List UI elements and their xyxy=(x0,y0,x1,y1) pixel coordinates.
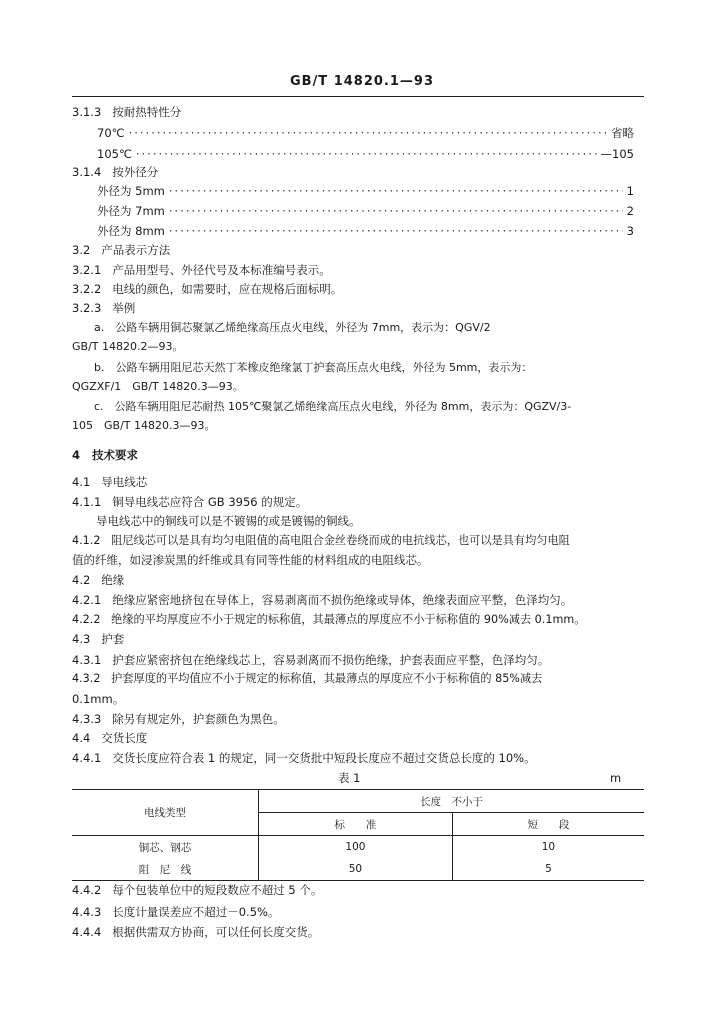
section-4-4-2 xyxy=(72,882,322,898)
leader-70c xyxy=(97,125,634,141)
section-text: 除另有规定外，护套颜色为黑色。 xyxy=(112,712,285,726)
section-number: 4.4.2 xyxy=(72,883,102,897)
section-number: 3.1.4 xyxy=(72,165,102,179)
section-text: 阻尼线芯可以是具有均匀电阻值的高电阻合金丝卷绕而成的电抗线芯，也可以是具有均匀电阻 xyxy=(111,534,570,547)
leader-label: 外径为 5mm xyxy=(97,184,165,198)
section-3-2-1 xyxy=(72,262,331,278)
section-3-1-3 xyxy=(72,104,181,120)
leader-dots xyxy=(169,183,623,199)
section-4-4-1 xyxy=(72,750,536,766)
table-cell-type: 阻 尼 线 xyxy=(72,858,259,881)
leader-5mm xyxy=(97,183,634,199)
section-4-3-1 xyxy=(72,652,549,668)
section-4-3-2 xyxy=(72,671,542,687)
example-a-line1: a. 公路车辆用铜芯聚氯乙烯绝缘高压点火电线，外径为 7mm，表示为：QGV/2 xyxy=(94,321,491,334)
leader-dots xyxy=(169,223,623,239)
example-c-line2: 105 GB/T 14820.3—93。 xyxy=(72,419,216,432)
table-header-std: 标 准 xyxy=(259,813,453,836)
section-3-2 xyxy=(72,242,170,258)
leader-value: 3 xyxy=(626,224,634,238)
table-cell-short: 10 xyxy=(541,841,556,853)
section-4-1 xyxy=(72,474,147,490)
section-number: 3.1.3 xyxy=(72,105,102,119)
table-cell-short: 5 xyxy=(545,863,552,875)
section-4-2-1 xyxy=(72,592,572,608)
section-number: 4.3 xyxy=(72,632,91,646)
section-number: 4.1.2 xyxy=(72,534,101,547)
table-cell-std: 50 xyxy=(259,858,453,881)
section-title: 绝缘 xyxy=(101,573,125,587)
section-text: 绝缘应紧密地挤包在导体上，容易剥离而不损伤绝缘或导体，绝缘表面应平整，色泽均匀。 xyxy=(112,593,573,607)
section-title: 护套 xyxy=(101,632,125,646)
section-number: 4.2.1 xyxy=(72,593,102,607)
section-4-4-4 xyxy=(72,924,319,940)
section-number: 3.2 xyxy=(72,243,91,257)
section-number: 3.2.2 xyxy=(72,282,102,296)
section-3-1-4 xyxy=(72,164,158,180)
section-title: 按外径分 xyxy=(112,165,159,179)
section-4-1-2 xyxy=(72,533,570,549)
leader-8mm xyxy=(97,223,634,239)
section-number: 4.1 xyxy=(72,475,91,489)
section-text: 电线的颜色，如需要时，应在规格后面标明。 xyxy=(112,282,343,296)
section-text: 交货长度应符合表 1 的规定，同一交货批中短段长度应不超过交货总长度的 10%。 xyxy=(112,751,536,765)
section-4-2-2 xyxy=(72,612,585,628)
section-number: 4.2 xyxy=(72,573,91,587)
section-text: 产品用型号、外径代号及本标准编号表示。 xyxy=(112,263,331,277)
leader-dots xyxy=(169,203,623,219)
page-header: GB/T 14820.1—93 xyxy=(289,74,435,89)
leader-label: 70℃ xyxy=(97,126,125,140)
section-4 xyxy=(72,447,138,463)
table-header-type: 电线类型 xyxy=(72,790,259,836)
leader-value: —105 xyxy=(600,147,634,161)
section-text: 护套厚度的平均值应不小于规定的标称值，其最薄点的厚度应不小于标称值的 85%减去 xyxy=(111,672,543,685)
section-4-2 xyxy=(72,572,124,588)
table-cell-type: 铜芯、钢芯 xyxy=(72,836,259,859)
leader-dots xyxy=(129,125,607,141)
leader-label: 外径为 7mm xyxy=(97,204,165,218)
section-4-4 xyxy=(72,730,147,746)
leader-label: 105℃ xyxy=(97,147,132,161)
table-header-row xyxy=(72,790,644,813)
section-3-2-2 xyxy=(72,281,342,297)
table-cell-std: 100 xyxy=(259,836,453,859)
section-number: 4.3.2 xyxy=(72,672,101,685)
section-4-4-3 xyxy=(72,904,279,920)
section-number: 4 xyxy=(72,448,81,462)
section-title: 按耐热特性分 xyxy=(112,105,182,119)
table-row xyxy=(72,858,644,881)
table-unit: m xyxy=(610,771,622,785)
table-caption: 表 1 xyxy=(338,771,361,785)
leader-7mm xyxy=(97,203,634,219)
example-a-line2: GB/T 14820.2—93。 xyxy=(72,340,184,353)
length-table xyxy=(72,789,644,881)
example-b-line1: b. 公路车辆用阻尼芯天然丁苯橡皮绝缘氯丁护套高压点火电线，外径为 5mm，表示为： xyxy=(94,361,533,374)
section-text: 绝缘的平均厚度应不小于规定的标称值，其最薄点的厚度应不小于标称值的 90%减去 0.1mm。 xyxy=(111,613,586,626)
section-4-1-1-cont: 导电线芯中的铜线可以是不镀锡的或是镀锡的铜线。 xyxy=(96,514,361,528)
leader-dots xyxy=(136,146,597,162)
section-text: 护套应紧密挤包在绝缘线芯上，容易剥离而不损伤绝缘，护套表面应平整，色泽均匀。 xyxy=(112,653,550,667)
example-b-line2: QGZXF/1 GB/T 14820.3—93。 xyxy=(72,380,244,393)
section-4-3-3 xyxy=(72,711,285,727)
section-number: 4.2.2 xyxy=(72,613,101,626)
section-number: 4.3.1 xyxy=(72,653,102,667)
table-header-length: 长度 不小于 xyxy=(259,790,645,813)
leader-value: 省略 xyxy=(611,126,634,140)
example-c-line1: c. 公路车辆用阻尼芯耐热 105℃聚氯乙烯绝缘高压点火电线，外径为 8mm，表示为：QGZV/3- xyxy=(94,400,572,413)
section-number: 4.1.1 xyxy=(72,495,102,509)
section-number: 4.4.4 xyxy=(72,925,102,939)
section-text: 每个包装单位中的短段数应不超过 5 个。 xyxy=(112,883,323,897)
header-rule xyxy=(72,96,644,97)
section-number: 4.4 xyxy=(72,731,91,745)
section-text: 铜导电线芯应符合 GB 3956 的规定。 xyxy=(112,495,308,509)
section-title: 交货长度 xyxy=(101,731,148,745)
table-header-short: 短 段 xyxy=(452,813,644,836)
leader-value: 1 xyxy=(626,184,634,198)
section-title: 产品表示方法 xyxy=(101,243,171,257)
section-4-3 xyxy=(72,631,124,647)
section-title: 举例 xyxy=(112,301,136,315)
table-row xyxy=(72,836,644,859)
section-number: 3.2.3 xyxy=(72,301,102,315)
section-number: 3.2.1 xyxy=(72,263,102,277)
section-text: 长度计量误差应不超过－0.5%。 xyxy=(112,905,280,919)
section-number: 4.4.1 xyxy=(72,751,102,765)
leader-label: 外径为 8mm xyxy=(97,224,165,238)
leader-value: 2 xyxy=(626,204,634,218)
section-text: 根据供需双方协商，可以任何长度交货。 xyxy=(112,925,320,939)
section-number: 4.4.3 xyxy=(72,905,102,919)
section-number: 4.3.3 xyxy=(72,712,102,726)
section-4-1-2-cont: 值的纤维，如浸渗炭黑的纤维或具有同等性能的材料组成的电阻线芯。 xyxy=(72,553,429,567)
section-title: 技术要求 xyxy=(92,448,139,462)
leader-105c xyxy=(97,146,634,162)
section-3-2-3 xyxy=(72,300,135,316)
section-title: 导电线芯 xyxy=(101,475,148,489)
section-4-3-2-cont: 0.1mm。 xyxy=(72,692,125,706)
section-4-1-1 xyxy=(72,494,307,510)
